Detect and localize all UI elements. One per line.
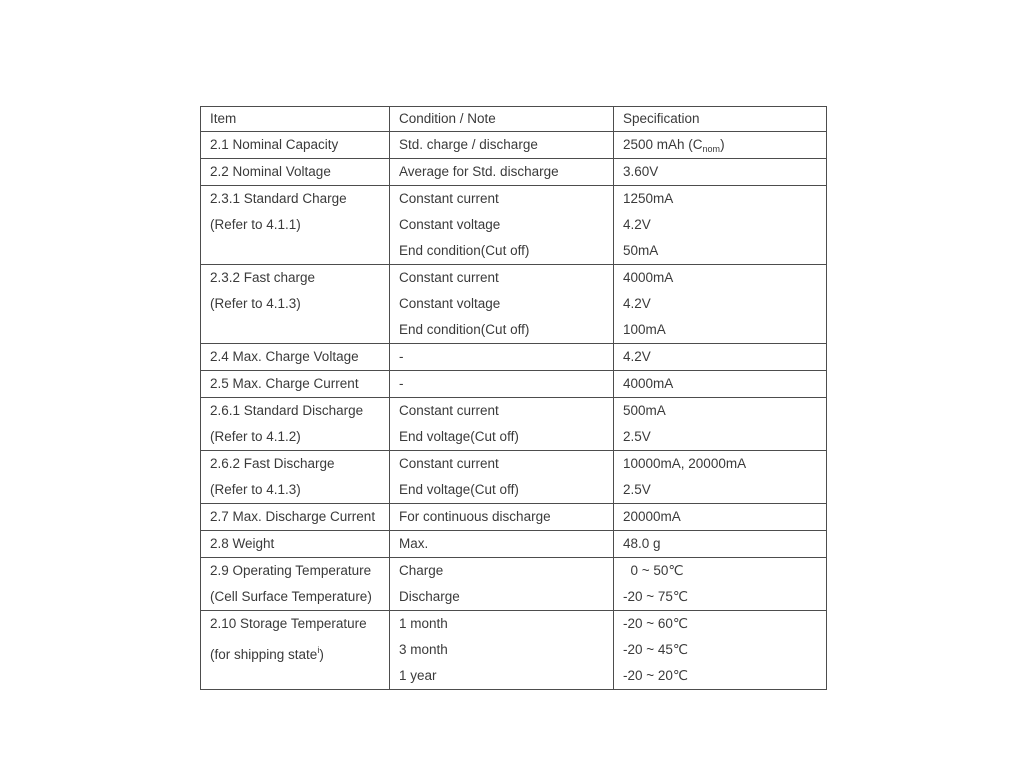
- table-row-weight: [201, 531, 827, 558]
- spec-cell: [614, 132, 827, 159]
- spec-value: 10000mA, 20000mA: [623, 456, 747, 471]
- spec-text: 2500 mAh (C: [623, 137, 703, 152]
- spec-cell: [614, 265, 827, 344]
- item-cell: [201, 344, 390, 371]
- spec-value: 4000mA: [623, 376, 674, 391]
- condition-label: -: [399, 349, 404, 364]
- item-label: 2.3.1 Standard Charge: [210, 191, 347, 206]
- item-label: (Refer to 4.1.3): [210, 482, 301, 497]
- spec-value: 4.2V: [623, 349, 651, 364]
- item-label: 2.6.2 Fast Discharge: [210, 456, 335, 471]
- item-label: 2.8 Weight: [210, 536, 275, 551]
- table-row-standard-discharge: [201, 398, 827, 451]
- condition-cell: [390, 344, 614, 371]
- item-cell: [201, 531, 390, 558]
- column-header-specification: Specification: [614, 107, 827, 132]
- spec-cell: [614, 398, 827, 451]
- spec-value: 3.60V: [623, 164, 659, 179]
- table-row-nominal-voltage: [201, 159, 827, 186]
- spec-value: 0 ~ 50℃: [623, 563, 684, 578]
- condition-label: Average for Std. discharge: [399, 164, 559, 179]
- item-cell: [201, 451, 390, 504]
- table-row-max-charge-voltage: [201, 344, 827, 371]
- item-label: 2.6.1 Standard Discharge: [210, 403, 364, 418]
- item-cell: [201, 371, 390, 398]
- condition-label: Std. charge / discharge: [399, 137, 538, 152]
- item-label: 2.4 Max. Charge Voltage: [210, 349, 359, 364]
- spec-value: 4000mA: [623, 270, 674, 285]
- condition-cell: [390, 132, 614, 159]
- condition-label: Constant current: [399, 191, 499, 206]
- spec-subscript: nom: [702, 144, 721, 154]
- condition-label: Constant current: [399, 403, 499, 418]
- item-label: (Refer to 4.1.1): [210, 217, 301, 232]
- condition-label: For continuous discharge: [399, 509, 551, 524]
- spec-text: ): [720, 137, 725, 152]
- item-label: (Refer to 4.1.3): [210, 296, 301, 311]
- spec-value: 48.0 g: [623, 536, 661, 551]
- spec-cell: [614, 558, 827, 611]
- item-cell: [201, 159, 390, 186]
- item-label: 2.7 Max. Discharge Current: [210, 509, 376, 524]
- spec-value: 1250mA: [623, 191, 674, 206]
- item-label: 2.2 Nominal Voltage: [210, 164, 331, 179]
- item-text: ): [319, 647, 324, 662]
- spec-cell: [614, 344, 827, 371]
- spec-value: 2.5V: [623, 482, 651, 497]
- spec-cell: [614, 611, 827, 690]
- condition-label: Constant current: [399, 270, 499, 285]
- item-label: 2.3.2 Fast charge: [210, 270, 316, 285]
- condition-label: End voltage(Cut off): [399, 482, 519, 497]
- spec-value: -20 ~ 75℃: [623, 589, 689, 604]
- item-text: (for shipping state: [210, 647, 318, 662]
- condition-label: End condition(Cut off): [399, 243, 530, 258]
- spec-value: -20 ~ 60℃: [623, 616, 689, 631]
- condition-cell: [390, 531, 614, 558]
- spec-value: -20 ~ 20℃: [623, 668, 689, 683]
- condition-cell: [390, 159, 614, 186]
- condition-label: 1 month: [399, 616, 448, 631]
- item-cell: [201, 398, 390, 451]
- column-header-item: Item: [201, 107, 390, 132]
- condition-label: Constant voltage: [399, 217, 501, 232]
- condition-label: Charge: [399, 563, 444, 578]
- item-label: 2.1 Nominal Capacity: [210, 137, 339, 152]
- spec-cell: [614, 504, 827, 531]
- item-cell: [201, 504, 390, 531]
- condition-label: Max.: [399, 536, 429, 551]
- item-label: (Cell Surface Temperature): [210, 589, 372, 604]
- spec-value: 20000mA: [623, 509, 681, 524]
- table-row-fast-charge: [201, 265, 827, 344]
- condition-cell: [390, 265, 614, 344]
- item-label: 2.9 Operating Temperature: [210, 563, 372, 578]
- table-row-fast-discharge: [201, 451, 827, 504]
- item-label: (Refer to 4.1.2): [210, 429, 301, 444]
- spec-value: 2.5V: [623, 429, 651, 444]
- condition-label: End condition(Cut off): [399, 322, 530, 337]
- header-row: [201, 107, 827, 132]
- table-row-operating-temperature: [201, 558, 827, 611]
- condition-label: -: [399, 376, 404, 391]
- condition-label: Discharge: [399, 589, 460, 604]
- table-row-nominal-capacity: [201, 132, 827, 159]
- condition-cell: [390, 371, 614, 398]
- condition-cell: [390, 611, 614, 690]
- item-label: 2.10 Storage Temperature: [210, 616, 367, 631]
- condition-label: Constant voltage: [399, 296, 501, 311]
- item-cell: [201, 558, 390, 611]
- spec-cell: [614, 186, 827, 265]
- spec-value: 4.2V: [623, 217, 651, 232]
- spec-cell: [614, 159, 827, 186]
- item-cell: [201, 611, 390, 690]
- spec-cell: [614, 531, 827, 558]
- spec-value: 500mA: [623, 403, 666, 418]
- spec-value: 50mA: [623, 243, 659, 258]
- spec-value: -20 ~ 45℃: [623, 642, 689, 657]
- spec-cell: [614, 371, 827, 398]
- table-row-standard-charge: [201, 186, 827, 265]
- table-row-max-charge-current: [201, 371, 827, 398]
- condition-label: 3 month: [399, 642, 448, 657]
- table-row-max-discharge-current: [201, 504, 827, 531]
- condition-cell: [390, 451, 614, 504]
- column-header-condition: Condition / Note: [390, 107, 614, 132]
- condition-cell: [390, 186, 614, 265]
- condition-label: End voltage(Cut off): [399, 429, 519, 444]
- spec-table: [200, 106, 827, 690]
- item-label: 2.5 Max. Charge Current: [210, 376, 359, 391]
- condition-cell: [390, 504, 614, 531]
- item-cell: [201, 265, 390, 344]
- spec-value: [623, 132, 822, 158]
- item-cell: [201, 132, 390, 159]
- table-row-storage-temperature: [201, 611, 827, 690]
- spec-cell: [614, 451, 827, 504]
- item-label: [210, 637, 385, 663]
- item-superscript: i: [317, 645, 320, 655]
- condition-cell: [390, 398, 614, 451]
- condition-cell: [390, 558, 614, 611]
- item-cell: [201, 186, 390, 265]
- condition-label: 1 year: [399, 668, 437, 683]
- spec-value: 4.2V: [623, 296, 651, 311]
- condition-label: Constant current: [399, 456, 499, 471]
- spec-value: 100mA: [623, 322, 666, 337]
